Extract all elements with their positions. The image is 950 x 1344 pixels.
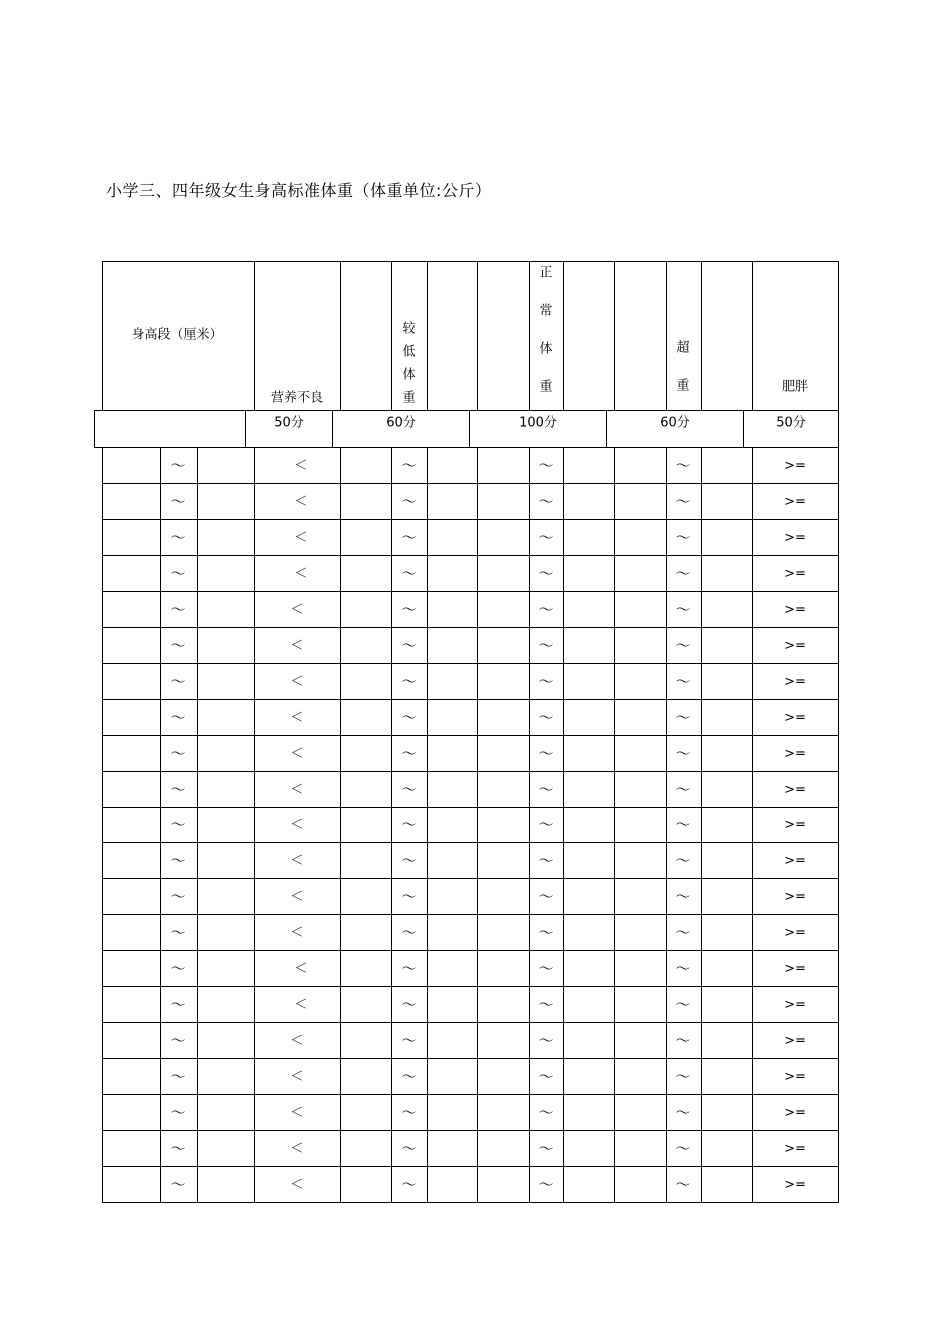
table-border-top [102, 261, 839, 262]
score-column-line [332, 410, 333, 447]
height-range-tilde: ～ [170, 1103, 186, 1122]
overweight-tilde: ～ [675, 1175, 691, 1194]
header-column-line [529, 261, 530, 410]
body-column-line [197, 447, 198, 1202]
low-weight-tilde: ～ [401, 1031, 417, 1050]
malnutrition-less-than: ＜ [290, 889, 304, 905]
header-column-line [563, 261, 564, 410]
row-line [102, 1094, 839, 1095]
malnutrition-less-than: ＜ [294, 458, 308, 474]
malnutrition-less-than: ＜ [290, 674, 304, 690]
low-weight-header-char: 体 [402, 367, 416, 383]
overweight-tilde: ～ [675, 780, 691, 799]
normal-weight-header-char: 常 [539, 303, 553, 319]
row-line [102, 735, 839, 736]
obese-greater-equal: >= [784, 853, 806, 869]
score-column-line [838, 410, 839, 447]
normal-weight-tilde: ～ [538, 923, 554, 942]
normal-weight-tilde: ～ [538, 528, 554, 547]
height-range-tilde: ～ [170, 995, 186, 1014]
normal-weight-tilde: ～ [538, 456, 554, 475]
low-weight-header-char: 低 [402, 344, 416, 360]
malnutrition-less-than: ＜ [290, 638, 304, 654]
height-range-tilde: ～ [170, 959, 186, 978]
body-column-line [391, 447, 392, 1202]
height-range-tilde: ～ [170, 708, 186, 727]
row-line [102, 1022, 839, 1023]
low-weight-header-char: 较 [402, 321, 416, 337]
body-column-line [477, 447, 478, 1202]
low-weight-tilde: ～ [401, 851, 417, 870]
low-weight-header-char: 重 [402, 390, 416, 406]
row-line [102, 699, 839, 700]
low-weight-tilde: ～ [401, 528, 417, 547]
normal-weight-header-char: 重 [539, 379, 553, 395]
low-weight-tilde: ～ [401, 1139, 417, 1158]
header-column-line [340, 261, 341, 410]
obese-greater-equal: >= [784, 1141, 806, 1157]
overweight-tilde: ～ [675, 923, 691, 942]
row-line [102, 950, 839, 951]
body-column-line [254, 447, 255, 1202]
score-overweight: 60分 [660, 415, 690, 431]
overweight-tilde: ～ [675, 1067, 691, 1086]
height-range-tilde: ～ [170, 636, 186, 655]
normal-weight-tilde: ～ [538, 564, 554, 583]
overweight-tilde: ～ [675, 564, 691, 583]
malnutrition-less-than: ＜ [294, 530, 308, 546]
score-column-line [743, 410, 744, 447]
body-column-line [529, 447, 530, 1202]
height-range-tilde: ～ [170, 1139, 186, 1158]
obese-greater-equal: >= [784, 710, 806, 726]
score-column-line [94, 410, 95, 447]
malnutrition-less-than: ＜ [290, 1177, 304, 1193]
score-normal-weight: 100分 [519, 415, 557, 431]
normal-weight-tilde: ～ [538, 1175, 554, 1194]
low-weight-tilde: ～ [401, 1175, 417, 1194]
overweight-tilde: ～ [675, 708, 691, 727]
normal-weight-tilde: ～ [538, 1067, 554, 1086]
overweight-tilde: ～ [675, 887, 691, 906]
body-column-line [701, 447, 702, 1202]
header-column-line [838, 261, 839, 410]
height-range-tilde: ～ [170, 672, 186, 691]
normal-weight-tilde: ～ [538, 780, 554, 799]
low-weight-tilde: ～ [401, 887, 417, 906]
malnutrition-less-than: ＜ [290, 1069, 304, 1085]
obese-greater-equal: >= [784, 1069, 806, 1085]
normal-weight-tilde: ～ [538, 744, 554, 763]
overweight-tilde: ～ [675, 744, 691, 763]
overweight-tilde: ～ [675, 492, 691, 511]
row-line [102, 1202, 839, 1203]
normal-weight-tilde: ～ [538, 995, 554, 1014]
body-column-line [838, 447, 839, 1202]
low-weight-tilde: ～ [401, 1067, 417, 1086]
score-column-line [469, 410, 470, 447]
low-weight-tilde: ～ [401, 923, 417, 942]
row-line [102, 1058, 839, 1059]
row-line [102, 627, 839, 628]
low-weight-tilde: ～ [401, 708, 417, 727]
height-range-tilde: ～ [170, 528, 186, 547]
normal-weight-header-char: 体 [539, 341, 553, 357]
obese-greater-equal: >= [784, 1177, 806, 1193]
normal-weight-tilde: ～ [538, 1031, 554, 1050]
obese-greater-equal: >= [784, 782, 806, 798]
malnutrition-less-than: ＜ [290, 925, 304, 941]
row-line [102, 663, 839, 664]
row-line [102, 914, 839, 915]
obese-greater-equal: >= [784, 638, 806, 654]
score-row-bottom-line [94, 447, 839, 448]
overweight-tilde: ～ [675, 636, 691, 655]
height-range-tilde: ～ [170, 456, 186, 475]
body-column-line [666, 447, 667, 1202]
malnutrition-less-than: ＜ [290, 602, 304, 618]
overweight-header-char: 超 [676, 340, 690, 356]
malnutrition-less-than: ＜ [294, 961, 308, 977]
overweight-tilde: ～ [675, 456, 691, 475]
low-weight-tilde: ～ [401, 456, 417, 475]
low-weight-tilde: ～ [401, 672, 417, 691]
malnutrition-less-than: ＜ [294, 566, 308, 582]
score-malnutrition: 50分 [274, 415, 304, 431]
obese-greater-equal: >= [784, 889, 806, 905]
low-weight-tilde: ～ [401, 600, 417, 619]
header-column-line [391, 261, 392, 410]
low-weight-tilde: ～ [401, 564, 417, 583]
height-range-tilde: ～ [170, 923, 186, 942]
row-line [102, 1130, 839, 1131]
body-column-line [160, 447, 161, 1202]
normal-weight-tilde: ～ [538, 1139, 554, 1158]
overweight-tilde: ～ [675, 851, 691, 870]
malnutrition-less-than: ＜ [290, 1033, 304, 1049]
row-line [102, 483, 839, 484]
normal-weight-tilde: ～ [538, 636, 554, 655]
normal-weight-tilde: ～ [538, 887, 554, 906]
header-column-line [102, 261, 103, 410]
body-column-line [340, 447, 341, 1202]
malnutrition-less-than: ＜ [290, 746, 304, 762]
row-line [102, 807, 839, 808]
height-range-tilde: ～ [170, 1067, 186, 1086]
obese-greater-equal: >= [784, 746, 806, 762]
overweight-tilde: ～ [675, 600, 691, 619]
body-column-line [102, 447, 103, 1202]
obese-greater-equal: >= [784, 566, 806, 582]
normal-weight-header-char: 正 [539, 265, 553, 281]
low-weight-tilde: ～ [401, 492, 417, 511]
obese-greater-equal: >= [784, 817, 806, 833]
row-line [102, 986, 839, 987]
body-column-line [563, 447, 564, 1202]
body-column-line [614, 447, 615, 1202]
low-weight-tilde: ～ [401, 995, 417, 1014]
malnutrition-less-than: ＜ [290, 782, 304, 798]
row-line [102, 519, 839, 520]
malnutrition-less-than: ＜ [294, 997, 308, 1013]
overweight-tilde: ～ [675, 959, 691, 978]
header-column-line [614, 261, 615, 410]
row-line [102, 878, 839, 879]
normal-weight-tilde: ～ [538, 959, 554, 978]
normal-weight-tilde: ～ [538, 672, 554, 691]
height-range-tilde: ～ [170, 815, 186, 834]
obese-greater-equal: >= [784, 494, 806, 510]
normal-weight-tilde: ～ [538, 1103, 554, 1122]
overweight-tilde: ～ [675, 672, 691, 691]
normal-weight-tilde: ～ [538, 815, 554, 834]
height-range-tilde: ～ [170, 780, 186, 799]
row-line [102, 842, 839, 843]
overweight-tilde: ～ [675, 995, 691, 1014]
overweight-tilde: ～ [675, 1139, 691, 1158]
height-range-tilde: ～ [170, 600, 186, 619]
row-line [102, 1166, 839, 1167]
obese-greater-equal: >= [784, 1105, 806, 1121]
malnutrition-less-than: ＜ [290, 1105, 304, 1121]
height-range-tilde: ～ [170, 887, 186, 906]
overweight-tilde: ～ [675, 1103, 691, 1122]
malnutrition-header: 营养不良 [270, 390, 324, 406]
low-weight-tilde: ～ [401, 959, 417, 978]
normal-weight-tilde: ～ [538, 600, 554, 619]
low-weight-tilde: ～ [401, 744, 417, 763]
overweight-tilde: ～ [675, 528, 691, 547]
malnutrition-less-than: ＜ [290, 1141, 304, 1157]
row-line [102, 555, 839, 556]
score-row-top-line [94, 410, 839, 411]
obese-header: 肥胖 [781, 379, 809, 395]
header-column-line [752, 261, 753, 410]
obese-greater-equal: >= [784, 1033, 806, 1049]
height-range-tilde: ～ [170, 1175, 186, 1194]
score-column-line [245, 410, 246, 447]
score-low-weight: 60分 [386, 415, 416, 431]
body-column-line [752, 447, 753, 1202]
page-title: 小学三、四年级女生身高标准体重（体重单位:公斤） [106, 181, 492, 200]
obese-greater-equal: >= [784, 674, 806, 690]
obese-greater-equal: >= [784, 925, 806, 941]
obese-greater-equal: >= [784, 997, 806, 1013]
malnutrition-less-than: ＜ [294, 494, 308, 510]
height-range-tilde: ～ [170, 851, 186, 870]
low-weight-tilde: ～ [401, 636, 417, 655]
normal-weight-tilde: ～ [538, 708, 554, 727]
overweight-tilde: ～ [675, 1031, 691, 1050]
header-column-line [701, 261, 702, 410]
height-range-tilde: ～ [170, 492, 186, 511]
low-weight-tilde: ～ [401, 815, 417, 834]
height-range-tilde: ～ [170, 564, 186, 583]
malnutrition-less-than: ＜ [290, 710, 304, 726]
obese-greater-equal: >= [784, 602, 806, 618]
row-line [102, 771, 839, 772]
height-range-tilde: ～ [170, 1031, 186, 1050]
header-column-line [477, 261, 478, 410]
row-line [102, 591, 839, 592]
low-weight-tilde: ～ [401, 1103, 417, 1122]
obese-greater-equal: >= [784, 961, 806, 977]
malnutrition-less-than: ＜ [290, 817, 304, 833]
overweight-tilde: ～ [675, 815, 691, 834]
normal-weight-tilde: ～ [538, 492, 554, 511]
header-column-line [427, 261, 428, 410]
malnutrition-less-than: ＜ [290, 853, 304, 869]
header-column-line [666, 261, 667, 410]
overweight-header-char: 重 [676, 378, 690, 394]
score-column-line [606, 410, 607, 447]
low-weight-tilde: ～ [401, 780, 417, 799]
normal-weight-tilde: ～ [538, 851, 554, 870]
height-range-header: 身高段（厘米） [131, 327, 223, 343]
obese-greater-equal: >= [784, 530, 806, 546]
height-range-tilde: ～ [170, 744, 186, 763]
score-obese: 50分 [776, 415, 806, 431]
body-column-line [427, 447, 428, 1202]
header-column-line [254, 261, 255, 410]
obese-greater-equal: >= [784, 458, 806, 474]
